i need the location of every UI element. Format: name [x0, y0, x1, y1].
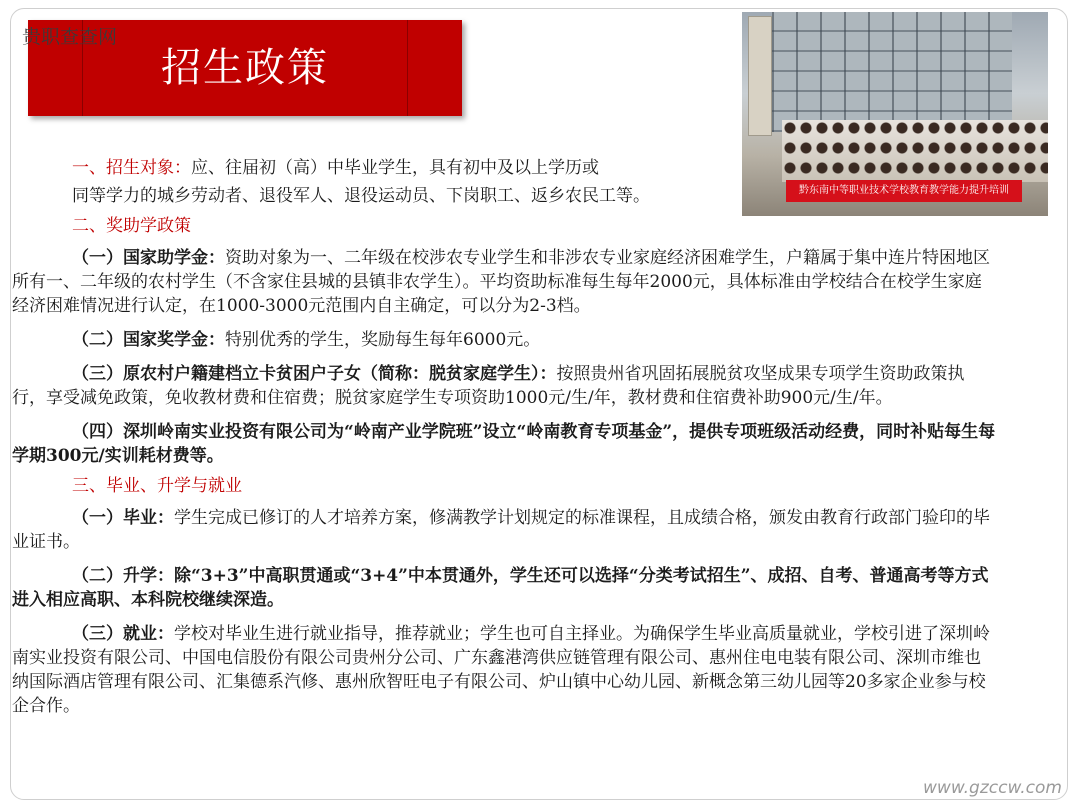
policy-content	[12, 156, 1056, 718]
section2-p3-label: （三）原农村户籍建档立卡贫困户子女（简称：脱贫家庭学生）：	[72, 364, 557, 384]
section2-p3	[12, 362, 996, 410]
section1-paragraph-cont	[72, 184, 1056, 208]
section2-p1-text: 资助对象为一、二年级在校涉农专业学生和非涉农专业家庭经济困难学生，户籍属于集中连片特困地区所有一、二年级的农村学生（不含家住县城的县镇非农学生）。平均资助标准每生每年2000元，具体标准由学校结合在校学生家庭经济困难情况进行认定，在1000-3000元范围内自主确定，可以分为2-3档。	[12, 248, 990, 316]
section3-p1	[12, 506, 996, 554]
watermark-bottom: www.gzccw.com	[923, 778, 1062, 798]
section3-p3-text: 学校对毕业生进行就业指导，推荐就业；学生也可自主择业。为确保学生毕业高质量就业，学校引进了深圳岭南实业投资有限公司、中国电信股份有限公司贵州分公司、广东鑫港湾供应链管理有限公司、惠州住电电装有限公司、深圳市维也纳国际酒店管理有限公司、汇集德系汽修、惠州欣智旺电子有限公司、炉山镇中心幼儿园、新概念第三幼儿园等20多家企业参与校企合作。	[12, 624, 990, 716]
section3-p2-text: 除“3+3”中高职贯通或“3+4”中本贯通外，学生还可以选择“分类考试招生”、成招、自考、普通高考等方式进入相应高职、本科院校继续深造。	[12, 566, 989, 610]
section2-p2-label: （二）国家奖学金：	[72, 330, 225, 350]
section2-heading: 二、奖助学政策	[72, 216, 191, 236]
section3-p3	[12, 622, 996, 718]
photo-banner: 黔东南中等职业技术学校教育教学能力提升培训	[786, 180, 1022, 202]
section2-p1	[12, 246, 996, 318]
section1-text-a: 应、往届初（高）中毕业学生，具有初中及以上学历或	[191, 158, 599, 178]
section3-heading: 三、毕业、升学与就业	[72, 476, 242, 496]
section2-p2-text: 特别优秀的学生，奖励每生每年6000元。	[225, 330, 541, 350]
section1-text-b: 同等学力的城乡劳动者、退役军人、退役运动员、下岗职工、返乡农民工等。	[72, 186, 650, 206]
page-title: 招生政策	[161, 45, 329, 91]
section3-p1-label: （一）毕业：	[72, 508, 174, 528]
watermark-top: 贵职查查网	[22, 26, 118, 48]
section2-p2	[12, 328, 996, 352]
section2-p3-text: 按照贵州省巩固拓展脱贫攻坚成果专项学生资助政策执行，享受减免政策，免收教材费和住宿费；脱贫家庭学生专项资助1000元/生/年，教材费和住宿费补助900元/生/年。	[12, 364, 965, 408]
section2-p4: （四）深圳岭南实业投资有限公司为“岭南产业学院班”设立“岭南教育专项基金”，提供专项班级活动经费，同时补贴每生每学期300元/实训耗材费等。	[12, 422, 996, 466]
photo-building	[772, 12, 1012, 132]
section3-p1-text: 学生完成已修订的人才培养方案，修满教学计划规定的标准课程，且成绩合格，颁发由教育行政部门验印的毕业证书。	[12, 508, 990, 552]
section3-p2	[12, 564, 996, 612]
section1-heading: 一、招生对象：	[72, 158, 191, 178]
section3-p3-label: （三）就业：	[72, 624, 174, 644]
section2-p1-label: （一）国家助学金：	[72, 248, 225, 268]
section1-paragraph	[72, 156, 1056, 180]
photo-vertical-sign	[748, 16, 772, 136]
section3-p2-label: （二）升学：	[72, 566, 174, 586]
